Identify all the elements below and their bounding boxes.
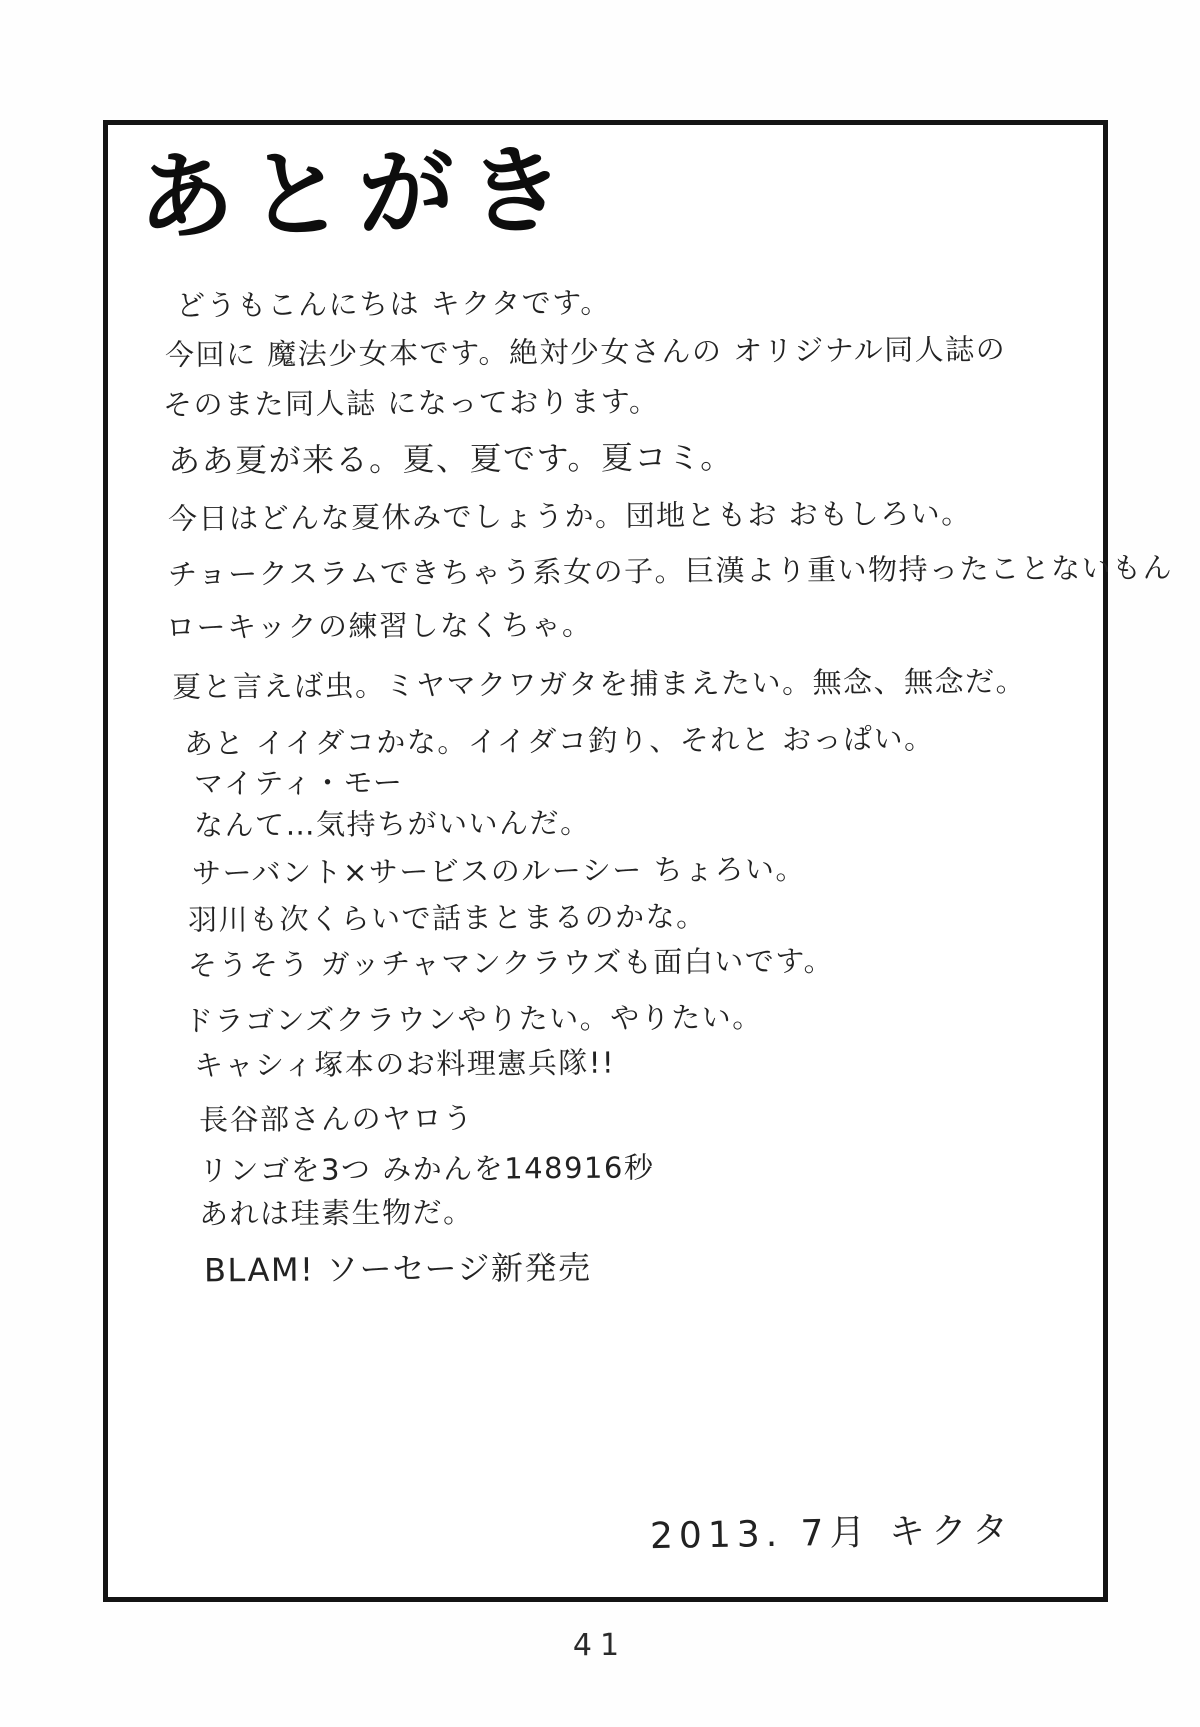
afterword-title: あとがき: [137, 134, 580, 254]
page-number: 41: [572, 1628, 628, 1663]
handwritten-line: あれは珪素生物だ。: [198, 1195, 474, 1231]
handwritten-line: どうもこんにちは キクタです。: [175, 285, 611, 323]
handwritten-line: そうそう ガッチャマンクラウズも面白いです。: [187, 943, 835, 983]
handwritten-line: 羽川も次くらいで話まとまるのかな。: [187, 899, 707, 937]
handwritten-line: なんて…気持ちがいいんだ。: [193, 805, 591, 843]
handwritten-line: ああ夏が来る。夏、夏です。夏コミ。: [167, 438, 734, 480]
handwritten-line: そのまた同人誌 になっております。: [162, 384, 660, 422]
handwritten-line: チョークスラムできちゃう系女の子。巨漢より重い物持ったことないもん: [167, 550, 1174, 592]
handwritten-line: ドラゴンズクラウンやりたい。やりたい。: [183, 999, 763, 1039]
handwritten-line: リンゴを3つ みかんを148916秒: [198, 1150, 655, 1188]
handwritten-line: キャシィ塚本のお料理憲兵隊!!: [193, 1045, 616, 1083]
handwritten-line: あと イイダコかな。イイダコ釣り、それと おっぱい。: [183, 721, 935, 761]
handwritten-line: 長谷部さんのヤロう: [198, 1101, 474, 1137]
handwritten-line: サーバント×サービスのルーシー ちょろい。: [191, 851, 807, 891]
handwritten-line: ローキックの練習しなくちゃ。: [165, 607, 593, 645]
handwritten-line: マイティ・モー: [193, 765, 404, 801]
handwritten-line: 夏と言えば虫。ミヤマクワガタを捕まえたい。無念、無念だ。: [171, 664, 1027, 704]
handwritten-line: BLAM! ソーセージ新発売: [203, 1248, 592, 1290]
handwritten-line: 今回に 魔法少女本です。絶対少女さんの オリジナル同人誌の: [164, 332, 1007, 372]
date-author-signature: 2013. 7月 キクタ: [649, 1509, 1015, 1558]
handwritten-line: 今日はどんな夏休みでしょうか。団地ともお おもしろい。: [167, 496, 972, 536]
